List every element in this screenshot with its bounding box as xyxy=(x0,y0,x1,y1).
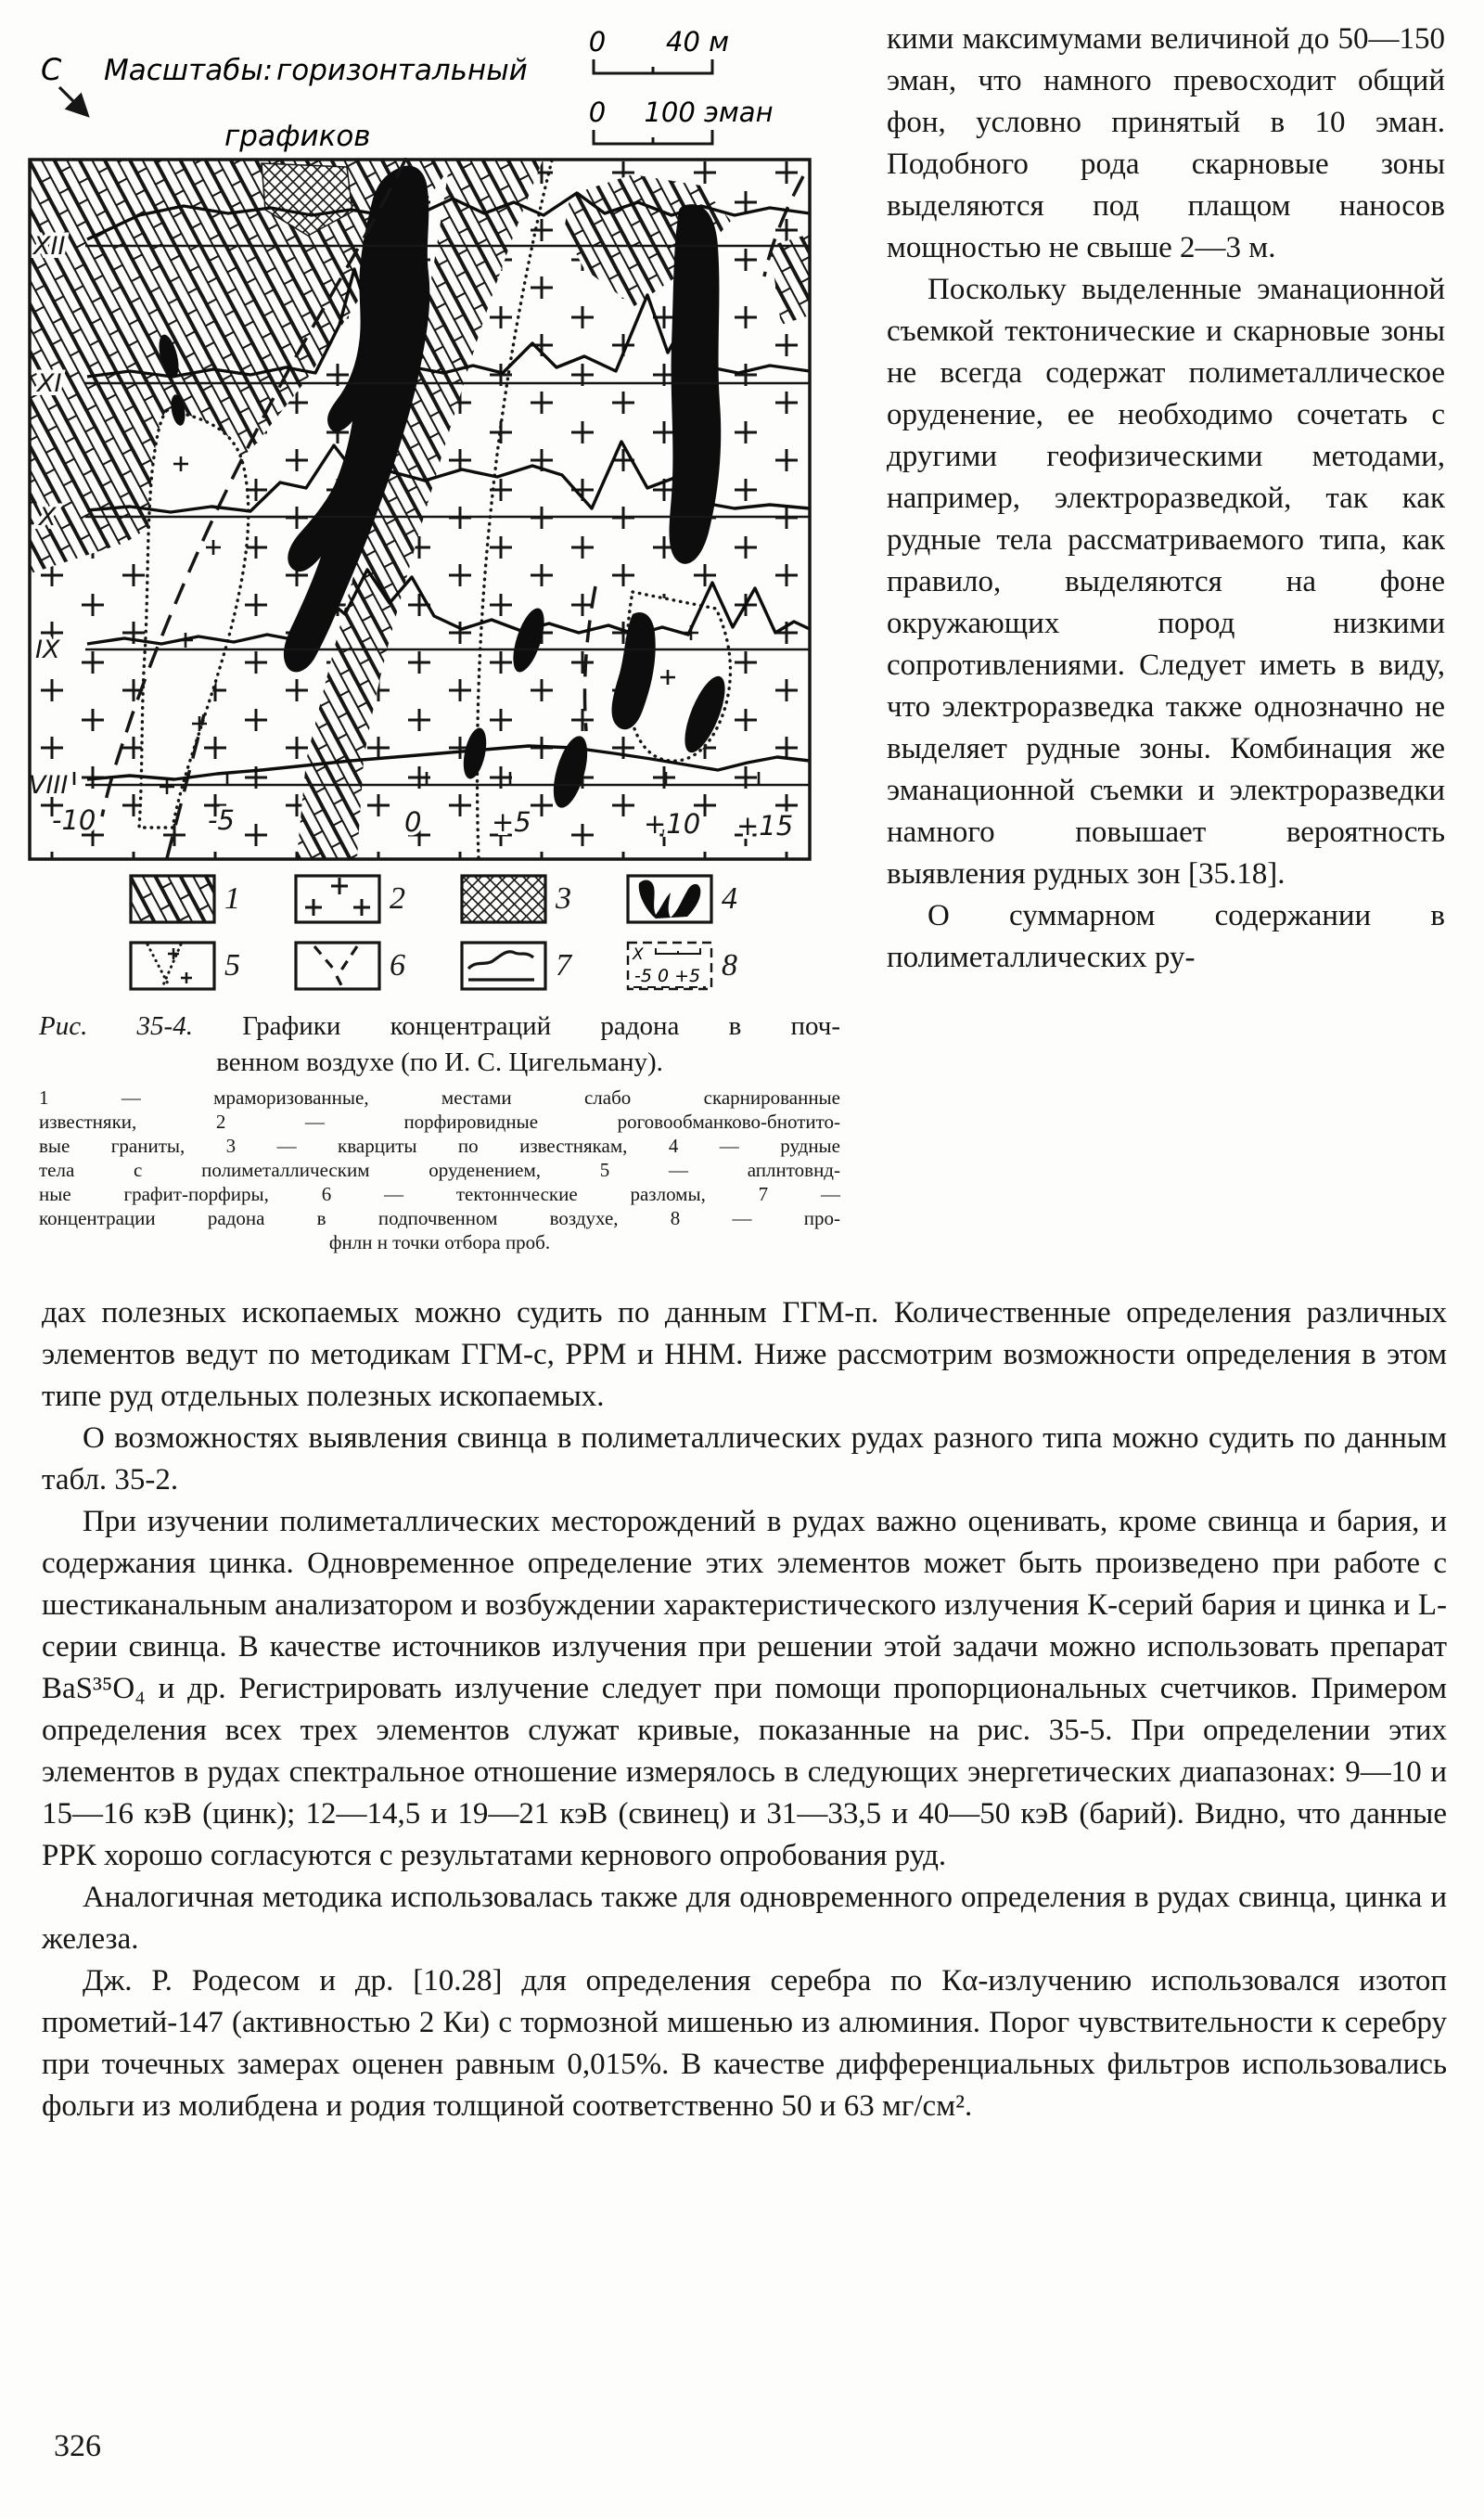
fault-swatch xyxy=(294,941,381,991)
figure-caption-line2: венном воздухе (по И. С. Цигельману). xyxy=(216,1047,663,1077)
paragraph: О суммарном содержании в полиметаллических ру- xyxy=(887,899,1445,974)
svg-text:X: X xyxy=(39,503,57,532)
legend-text-line: ные графит-порфиры, 6 — тектоннческие разломы, 7 — xyxy=(39,1183,840,1205)
paragraph: Поскольку выделенные эманационной съемкой тектонические и скарновые зоны не всегда содержат полиметаллическое оруденение, ее необходимо сочетать с другими геофизическими методами, например, электроразведкой, так как рудные тела рассматриваемого типа, как правило, выделяются на фоне окружающих пород низкими сопротивлениями. Следует иметь в виду, что электроразведка также однозначно не выделяет рудные зоны. Комбинация же эманационной съемки и электроразведки намного повышает вероятность выявления рудных зон [35.18]. xyxy=(887,273,1445,891)
scale2-bar xyxy=(594,130,712,144)
legend-number: 4 xyxy=(722,881,737,916)
legend-number: 5 xyxy=(224,948,240,983)
legend-text-line: тела с полиметаллическим оруденением, 5 — аплнтовнд- xyxy=(39,1159,840,1181)
paragraph: дах полезных ископаемых можно судить по данным ГГМ-п. Количественные определения различных элементов ведут по методикам ГГМ-с, РРМ и ННМ. Ниже рассмотрим возможности определения в этом типе руд отдельных полезных ископаемых. xyxy=(42,1296,1447,1413)
main-text-block xyxy=(42,1292,1447,2127)
legend-number: 3 xyxy=(556,881,571,916)
scale1-bar xyxy=(594,59,712,73)
svg-text:-5 0 +5: -5 0 +5 xyxy=(634,966,701,986)
legend-number: 1 xyxy=(224,881,240,916)
granite-swatch xyxy=(294,874,381,924)
svg-text:-10: -10 xyxy=(52,804,96,836)
scale2-zero: 0 xyxy=(588,96,607,128)
scale2-name: графиков xyxy=(224,120,371,153)
legend-item-fault xyxy=(294,941,405,991)
svg-text:XII: XII xyxy=(33,232,66,261)
svg-text:0: 0 xyxy=(404,806,422,838)
legend-text-line: известняки, 2 — порфировидные роговообманково-бнотито- xyxy=(39,1111,840,1133)
legend-text-line: 1 — мраморизованные, местами слабо скарнированные xyxy=(39,1086,840,1109)
right-text-column xyxy=(887,19,1445,979)
svg-text:+5: +5 xyxy=(492,806,531,838)
limestone-swatch xyxy=(129,874,216,924)
legend-number: 6 xyxy=(390,948,405,983)
graph-swatch xyxy=(460,941,547,991)
legend-text-line: фнлн н точки отбора проб. xyxy=(328,1231,551,1253)
legend-item-radon-graph xyxy=(460,941,571,991)
legend-item-profiles xyxy=(626,941,737,991)
figure-number: Рис. 35-4. xyxy=(39,1011,193,1041)
legend-item-limestone xyxy=(129,874,240,924)
svg-text:-5: -5 xyxy=(208,804,235,836)
svg-text:+10: +10 xyxy=(644,808,701,840)
caption-text: Графики концентраций радона в поч- xyxy=(242,1011,840,1041)
north-label: С xyxy=(41,52,62,87)
legend-text-line: концентрации радона в подпочвенном воздухе, 8 — про- xyxy=(39,1207,840,1229)
scale1-zero: 0 xyxy=(588,26,607,58)
quartzite-swatch xyxy=(460,874,547,924)
figure-header xyxy=(0,0,844,156)
legend-number: 2 xyxy=(390,881,405,916)
svg-text:+15: +15 xyxy=(736,810,794,841)
page-number: 326 xyxy=(54,2429,101,2463)
legend-number: 7 xyxy=(556,948,571,983)
scale1-name: горизонтальный xyxy=(276,54,528,87)
svg-text:VIII: VIII xyxy=(29,771,69,800)
figure-legend-text xyxy=(39,1086,840,1254)
legend-number: 8 xyxy=(722,948,737,983)
paragraph: Дж. Р. Родесом и др. [10.28] для определения серебра по Кα-излучению использовался изотоп прометий-147 (активностью 2 Ки) с тормозной мишенью из алюминия. Порог чувствительности к серебру при точечных замерах оценен равным 0,015%. В качестве дифференциальных фильтров использовались фольги из молибдена и родия толщиной соответственно 50 и 63 мг/см². xyxy=(42,1964,1447,2123)
svg-text:IX: IX xyxy=(35,636,60,664)
profiles-swatch xyxy=(626,941,713,991)
svg-text:X: X xyxy=(633,945,644,964)
aplite-swatch xyxy=(129,941,216,991)
figure-caption-line1 xyxy=(39,1011,840,1042)
svg-text:XI: XI xyxy=(37,369,62,398)
paragraph: Аналогичная методика использовалась также для одновременного определения в рудах свинца, цинка и железа. xyxy=(42,1881,1447,1956)
legend-item-ore-body xyxy=(626,874,737,924)
north-arrow-icon xyxy=(59,87,87,115)
legend-item-quartzite xyxy=(460,874,571,924)
scale1-max: 40 м xyxy=(666,26,729,58)
scale2-max: 100 эман xyxy=(644,96,774,128)
scales-word: Масштабы: xyxy=(104,54,274,87)
paragraph: кими максимумами величиной до 50—150 эман, что намного превосходит общий фон, условно принятый в 10 эман. Подобного рода скарновые зоны выделяются под плащом наносов мощностью не свыше 2—3 м. xyxy=(887,22,1445,264)
paragraph: При изучении полиметаллических месторождений в рудах важно оценивать, кроме свинца и бария, и содержания цинка. Одновременное определение этих элементов может быть произведено при работе с шестиканальным анализатором и возбуждении характеристического излучения К-серий бария и цинка и L-серии свинца. В качестве источников излучения при решении этой задачи можно использовать препарат BaS³⁵O₄ и др. Регистрировать излучение следует при помощи пропорциональных счетчиков. Примером определения всех трех элементов служат кривые, показанные на рис. 35-5. При определении этих элементов в рудах спектральное отношение измерялось в следующих энергетических диапазонах: 9—10 и 15—16 кэВ (цинк); 12—14,5 и 19—21 кэВ (свинец) и 31—33,5 и 40—50 кэВ (барий). Видно, что данные РРК хорошо согласуются с результатами кернового опробования руд. xyxy=(42,1505,1447,1872)
legend-item-granite xyxy=(294,874,405,924)
paragraph: О возможностях выявления свинца в полиметаллических рудах разного типа можно судить по данным табл. 35-2. xyxy=(42,1421,1447,1497)
ore-swatch xyxy=(626,874,713,924)
legend-item-aplite xyxy=(129,941,240,991)
radon-map-figure xyxy=(28,158,812,861)
legend-text-line: вые граниты, 3 — кварциты по известнякам, 4 — рудные xyxy=(39,1135,840,1157)
